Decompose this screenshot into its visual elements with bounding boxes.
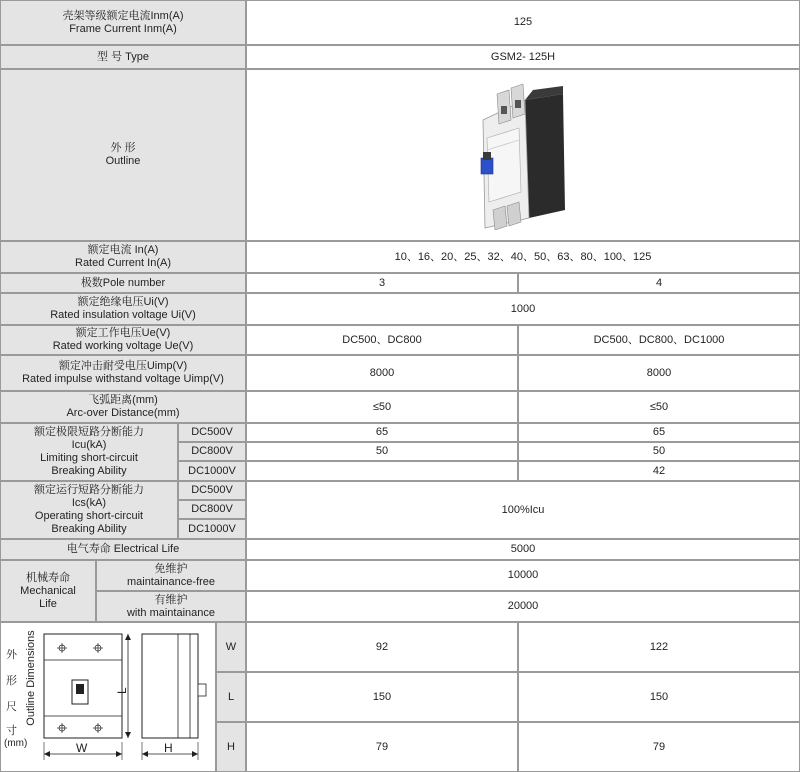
outline-label [0,69,246,241]
grid-line [0,69,246,70]
ics-label-l4: Breaking Ability [51,523,127,535]
grid-line [246,442,518,443]
ui-label-en: Rated insulation voltage Ui(V) [50,309,196,321]
grid-line [246,722,247,772]
maintenance-free-value [246,560,800,591]
with-maintenance-cn: 有维护 [154,593,188,606]
grid-line [0,481,1,539]
dim-w-4p [518,622,800,672]
grid-line [178,481,246,482]
grid-line [178,442,246,443]
uimp-3p-text: 8000 [369,366,395,379]
grid-line [246,672,518,673]
grid-line [518,442,519,461]
grid-line [178,423,246,424]
grid-line [246,622,247,672]
grid-line [246,461,247,481]
ics-dc800-label [178,500,246,519]
dimensions-vertical-label [4,626,42,768]
grid-line [178,519,179,539]
dim-l-4p [518,672,800,722]
grid-line [246,273,247,293]
grid-line [246,293,800,294]
grid-line [178,442,179,461]
grid-line [178,481,179,500]
icu-dc800-4p [518,442,800,461]
rated-current-label [0,241,246,273]
uimp-4p-text: 8000 [646,366,672,379]
grid-line [0,560,96,561]
arc-4p-value [518,391,800,423]
grid-line [518,722,800,723]
grid-line [0,391,246,392]
grid-line [246,241,247,273]
arc-distance-label [0,391,246,423]
grid-line [246,539,800,540]
maintenance-free-en: maintainance-free [126,575,216,588]
grid-line [246,273,518,274]
grid-line [0,539,246,540]
dim-drawing-h-label: H [164,741,173,755]
grid-line [178,461,246,462]
grid-line [246,355,247,391]
ics-value [246,481,800,539]
dim-drawing-l-label: L [115,687,129,694]
dim-w-3p-text: 92 [375,640,389,653]
frame-current-label-en: Frame Current Inm(A) [69,22,177,35]
grid-line [246,69,800,70]
ui-value-text: 1000 [510,302,536,315]
dimension-drawing [40,630,216,768]
ue-4p-text: DC500、DC800、DC1000 [593,333,725,346]
grid-line [0,45,246,46]
maintenance-free-label [96,560,246,591]
pole-3-text: 3 [378,276,386,289]
pole-3-value [246,273,518,293]
grid-line [0,293,246,294]
grid-line [216,622,246,623]
dim-cn-1: 外 [6,649,17,661]
electrical-life-value [246,539,800,560]
grid-line [518,461,800,462]
grid-line [246,591,247,622]
frame-current-value-text: 125 [513,16,533,28]
grid-line [216,722,217,772]
type-value [246,45,800,69]
grid-line [246,442,247,461]
grid-line [246,325,518,326]
dim-h-3p-text: 79 [375,740,389,753]
frame-current-label [0,0,246,45]
grid-line [246,591,800,592]
dim-w-3p [246,622,518,672]
icu-dc1000-3p [246,461,518,481]
pole-4-value [518,273,800,293]
grid-line [518,273,519,293]
grid-line [96,560,97,591]
grid-line [216,622,217,672]
grid-line [518,355,800,356]
frame-current-label-cn: 壳架等级额定电流Inm(A) [62,9,184,22]
dim-h-4p [518,722,800,772]
frame-current-value [246,0,800,45]
icu-dc800-4p-text: 50 [652,445,666,457]
dim-w-4p-text: 122 [649,640,669,653]
grid-line [246,560,247,591]
dim-h-key [216,722,246,772]
arc-distance-label-en: Arc-over Distance(mm) [66,407,180,419]
grid-line [0,325,1,355]
mechanical-life-en2: Life [39,597,57,610]
grid-line [178,461,179,481]
grid-line [0,69,1,241]
grid-line [518,391,519,423]
ui-label-cn: 额定绝缘电压Ui(V) [77,296,169,308]
pole-number-label-text: 极数Pole number [80,276,166,289]
grid-line [518,461,519,481]
with-maintenance-value [246,591,800,622]
type-label [0,45,246,69]
dim-drawing-w-label: W [76,741,88,755]
dim-l-key-text: L [227,690,235,703]
ics-value-text: 100%Icu [501,503,545,516]
dim-unit: (mm) [4,738,28,749]
icu-dc1000-label [178,461,246,481]
ics-dc1000-label [178,519,246,539]
grid-line [246,481,247,539]
dim-l-key [216,672,246,722]
grid-line [518,273,800,274]
grid-line [246,423,518,424]
rated-current-label-cn: 额定电流 In(A) [87,244,159,256]
dim-cn-4: 寸 [6,725,17,737]
outline-image-cell [246,69,800,241]
with-maintenance-en: with maintainance [126,606,216,619]
icu-label-cn: 额定极限短路分断能力 [34,426,144,438]
grid-line [216,672,217,722]
grid-line [0,45,1,69]
rated-current-value-text: 10、16、20、25、32、40、50、63、80、100、125 [394,250,652,263]
ui-label [0,293,246,325]
circuit-breaker-image [463,80,583,230]
grid-line [0,355,1,391]
icu-label-l3: Limiting short-circuit [40,452,138,464]
grid-line [518,423,519,442]
grid-line [0,423,178,424]
grid-line [246,560,800,561]
outline-label-cn: 外 形 [110,142,136,154]
uimp-label-cn: 额定冲击耐受电压Uimp(V) [58,360,188,372]
grid-line [518,325,800,326]
ics-label-l3: Operating short-circuit [34,510,144,522]
grid-line [246,539,247,560]
with-maintenance-value-text: 20000 [507,600,539,612]
grid-line [96,591,246,592]
electrical-life-label [0,539,246,560]
grid-line [0,423,1,481]
grid-line [0,355,246,356]
electrical-life-label-text: 电气寿命 Electrical Life [66,543,180,555]
ics-label-cn: 额定运行短路分断能力 [34,484,144,496]
uimp-3p-value [246,355,518,391]
icu-dc800-text: DC800V [191,445,233,457]
ue-label-en: Rated working voltage Ue(V) [52,340,194,352]
ue-3p-value [246,325,518,355]
grid-line [246,622,518,623]
ue-label-cn: 额定工作电压Ue(V) [75,327,171,339]
electrical-life-value-text: 5000 [510,543,536,555]
arc-distance-label-cn: 飞弧距离(mm) [88,394,158,406]
grid-line [0,622,1,772]
grid-line [246,0,800,1]
grid-line [0,481,178,482]
ics-dc500-label [178,481,246,500]
icu-label-l2: Icu(kA) [71,439,107,451]
icu-dc500-4p [518,423,800,442]
grid-line [246,45,800,46]
grid-line [246,241,800,242]
grid-line [518,391,800,392]
ics-label [0,481,178,539]
icu-dc500-label [178,423,246,442]
grid-line [518,622,519,672]
uimp-label [0,355,246,391]
ui-value [246,293,800,325]
grid-line [246,325,247,355]
grid-line [518,423,800,424]
with-maintenance-label [96,591,246,622]
arc-3p-text: ≤50 [372,400,392,413]
icu-dc500-3p-text: 65 [375,426,389,438]
grid-line [178,500,246,501]
grid-line [246,391,518,392]
mechanical-life-en1: Mechanical [20,584,76,597]
grid-line [246,293,247,325]
grid-line [246,722,518,723]
grid-line [246,69,247,241]
maintenance-free-cn: 免维护 [154,562,188,575]
icu-label-l4: Breaking Ability [51,465,127,477]
pole-4-text: 4 [655,276,663,289]
grid-line [0,0,1,45]
grid-line [246,391,247,423]
type-value-text: GSM2- 125H [490,50,556,63]
icu-dc800-3p-text: 50 [375,445,389,457]
dim-cn-3: 尺 [6,701,17,713]
mechanical-life-cn: 机械寿命 [26,571,70,584]
ics-dc1000-text: DC1000V [188,522,236,535]
dim-h-3p [246,722,518,772]
icu-dc500-3p [246,423,518,442]
grid-line [0,273,246,274]
grid-line [246,461,518,462]
grid-line [0,560,1,622]
grid-line [246,481,800,482]
grid-line [96,591,97,622]
ue-4p-value [518,325,800,355]
grid-line [246,672,247,722]
icu-dc500-text: DC500V [191,426,233,438]
dim-l-3p [246,672,518,722]
grid-line [246,0,247,45]
grid-line [246,45,247,69]
grid-line [518,672,800,673]
ics-dc500-text: DC500V [191,484,233,496]
grid-line [518,325,519,355]
icu-dc800-3p [246,442,518,461]
icu-label [0,423,178,481]
dim-h-key-text: H [227,740,235,753]
dim-w-key [216,622,246,672]
grid-line [0,622,216,623]
dim-h-4p-text: 79 [652,740,666,753]
arc-4p-text: ≤50 [649,400,669,413]
grid-line [0,273,1,293]
rated-current-label-en: Rated Current In(A) [75,257,171,269]
arc-3p-value [246,391,518,423]
grid-line [0,293,1,325]
grid-line [178,519,246,520]
grid-line [518,442,800,443]
ue-3p-text: DC500、DC800 [342,333,422,346]
dim-l-4p-text: 150 [649,690,669,703]
dim-cn-2: 形 [6,675,17,687]
maintenance-free-value-text: 10000 [507,569,539,581]
grid-line [216,672,246,673]
grid-line [96,560,246,561]
grid-line [0,0,246,1]
icu-dc1000-4p-text: 42 [652,464,666,477]
grid-line [246,423,247,442]
grid-line [0,391,1,423]
icu-dc500-4p-text: 65 [652,426,666,438]
ue-label [0,325,246,355]
grid-line [0,241,246,242]
grid-line [246,355,518,356]
grid-line [0,325,246,326]
outline-label-en: Outline [105,155,141,167]
grid-line [178,423,179,442]
grid-line [518,355,519,391]
uimp-label-en: Rated impulse withstand voltage Uimp(V) [22,373,224,385]
icu-dc1000-text: DC1000V [188,464,236,477]
grid-line [518,722,519,772]
grid-line [0,539,1,560]
ics-label-l2: Ics(kA) [71,497,107,509]
grid-line [518,622,800,623]
rated-current-value [246,241,800,273]
dim-en-vertical: Outline Dimensions [25,630,37,726]
dim-l-3p-text: 150 [372,690,392,703]
icu-dc800-label [178,442,246,461]
mechanical-life-label [0,560,96,622]
icu-dc1000-4p [518,461,800,481]
pole-number-label [0,273,246,293]
grid-line [518,672,519,722]
ics-dc800-text: DC800V [191,503,233,515]
grid-line [0,241,1,273]
uimp-4p-value [518,355,800,391]
type-label-text: 型 号 Type [97,50,149,63]
dim-w-key-text: W [225,640,237,653]
grid-line [178,500,179,519]
grid-line [216,722,246,723]
